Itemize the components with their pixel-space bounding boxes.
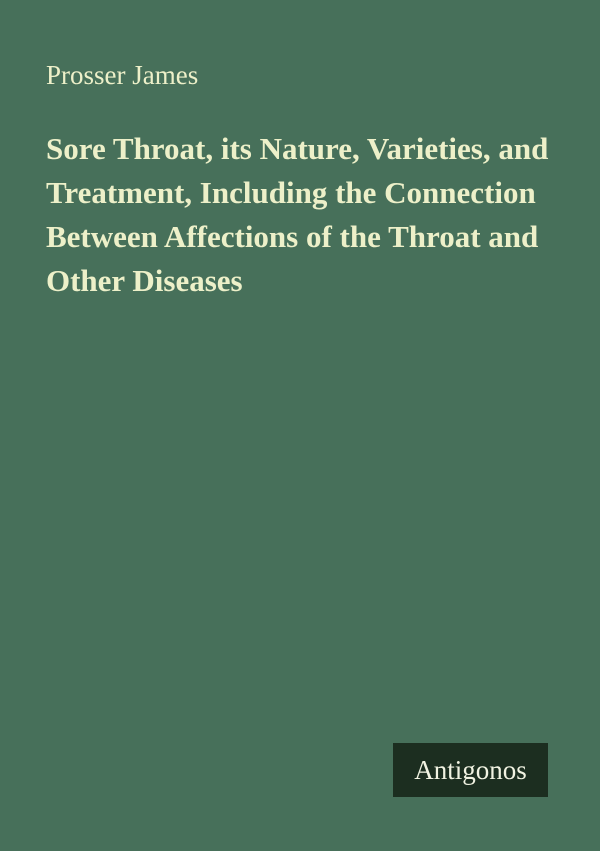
book-title-line: Other Diseases bbox=[46, 263, 243, 298]
publisher-name: Antigonos bbox=[414, 754, 527, 785]
book-title bbox=[46, 127, 548, 303]
author-name: Prosser James bbox=[46, 60, 199, 90]
publisher-logo-box bbox=[393, 743, 548, 797]
book-title-line: Sore Throat, its Nature, Varieties, and bbox=[46, 131, 549, 166]
book-title-line: Treatment, Including the Connection bbox=[46, 175, 536, 210]
book-title-line: Between Affections of the Throat and bbox=[46, 219, 539, 254]
